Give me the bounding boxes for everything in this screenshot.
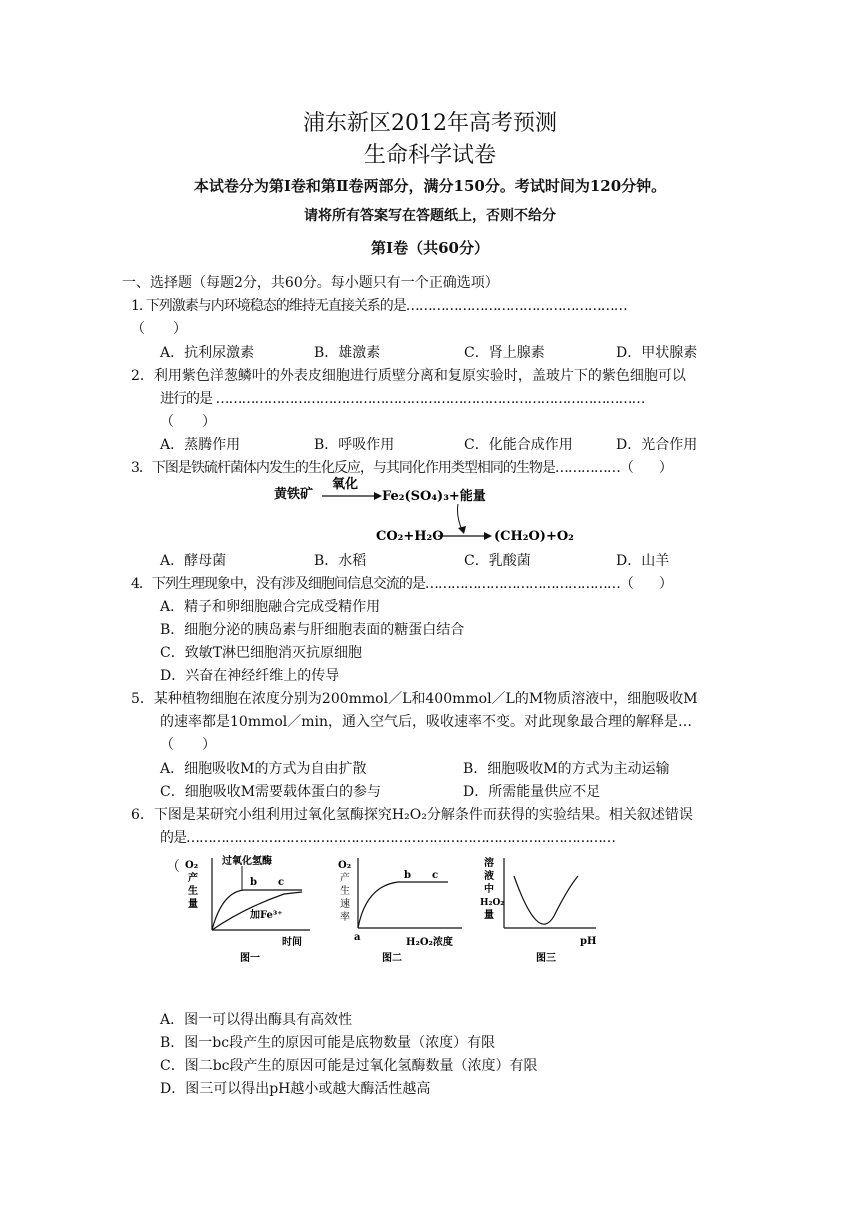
- g2-ylabel-4: 率: [340, 912, 350, 923]
- g1-ylabel-0: O₂: [185, 860, 199, 871]
- g3-ylabel-3: H₂O₂: [480, 898, 505, 908]
- q2-option-b: B．呼吸作用: [314, 437, 395, 453]
- q3-arrowhead-energy: [458, 526, 466, 534]
- g3-caption: 图三: [536, 953, 556, 964]
- q6-option-c: C．图二bc段产生的原因可能是过氧化氢酶数量（浓度）有限: [160, 1058, 538, 1074]
- g3-curve: [514, 876, 578, 924]
- g2-ylabel-3: 速: [340, 899, 350, 910]
- q6-paren: （: [166, 859, 180, 875]
- exam-notice: 请将所有答案写在答题纸上，否则不给分: [304, 208, 556, 224]
- exam-subtitle: 生命科学试卷: [363, 143, 496, 168]
- q3-left2: CO₂+H₂O: [376, 529, 444, 544]
- q1-stem: 1. 下列激素与内环境稳态的维持无直接关系的是……………………………………………: [131, 298, 627, 314]
- q3-arrow-label: 氧化: [332, 477, 359, 492]
- g1-caption: 图一: [240, 953, 260, 964]
- q3-energy-arrow: [458, 504, 463, 530]
- q5-stem: 5．某种植物细胞在浓度分别为200mmol／L和400mmol／L的M物质溶液中，细胞吸收M: [131, 691, 698, 707]
- part-heading: 第I卷（共60分）: [371, 239, 489, 257]
- g2-xlabel: H₂O₂浓度: [406, 937, 453, 948]
- q4-stem: 4．下列生理现象中，没有涉及细胞间信息交流的是………………………………………（ ）: [131, 576, 672, 592]
- q6-stem: 6．下图是某研究小组利用过氧化氢酶探究H₂O₂分解条件而获得的实验结果。相关叙述错误: [131, 807, 693, 823]
- q4-option-d: D．兴奋在神经纤维上的传导: [160, 668, 340, 684]
- g1-xlabel: 时间: [282, 937, 302, 948]
- q3-reactant: 黄铁矿: [274, 487, 314, 502]
- q1-option-b: B．雄激素: [314, 345, 381, 361]
- q6-graph-1: [184, 852, 314, 964]
- q3-product: Fe₂(SO₄)₃+能量: [382, 489, 486, 504]
- g3-xlabel: pH: [580, 936, 597, 947]
- q5-option-c: C．细胞吸收M需要载体蛋白的参与: [160, 784, 382, 800]
- q5-option-a: A．细胞吸收M的方式为自由扩散: [160, 761, 367, 777]
- g3-ylabel-0: 溶: [484, 858, 494, 869]
- q3-option-b: B．水稻: [314, 553, 367, 569]
- q1-option-d: D．甲状腺素: [616, 345, 698, 361]
- g1-ylabel-2: 生: [188, 886, 198, 897]
- q6-stem-2: 的是………………………………………………………………………………………: [160, 830, 615, 846]
- exam-intro: 本试卷分为第Ⅰ卷和第Ⅱ卷两部分，满分150分。考试时间为120分钟。: [193, 177, 667, 195]
- q3-stem: 3．下图是铁硫杆菌体内发生的生化反应，与其同化作用类型相同的生物是……………（ ）: [131, 460, 672, 476]
- q2-stem-2: 进行的是 ………………………………………………………………………………………: [160, 391, 645, 407]
- g2-label-a: a: [354, 932, 361, 943]
- g3-ylabel-2: 中: [484, 884, 494, 895]
- section-heading: 一、选择题（每题2分，共60分。每小题只有一个正确选项）: [122, 275, 499, 291]
- q5-stem-2: 的速率都是10mmol／min，通入空气后，吸收速率不变。对此现象最合理的解释是…: [160, 714, 693, 730]
- q3-option-a: A．酵母菌: [160, 553, 227, 569]
- g1-label-fe: 加Fe³⁺: [250, 910, 283, 921]
- q2-paren: （ ）: [160, 414, 216, 430]
- q3-right2: (CH₂O)+O₂: [494, 529, 574, 544]
- q3-option-d: D．山羊: [616, 553, 670, 569]
- g1-label-b: b: [250, 877, 257, 888]
- g1-ylabel-1: 产: [188, 873, 198, 884]
- g1-ylabel-3: 量: [188, 899, 198, 910]
- g2-ylabel-2: 生: [340, 886, 350, 897]
- q5-option-b: B．细胞吸收M的方式为主动运输: [463, 761, 670, 777]
- q4-option-c: C．致敏T淋巴细胞消灭抗原细胞: [160, 645, 363, 661]
- q4-option-a: A．精子和卵细胞融合完成受精作用: [160, 599, 381, 615]
- q4-option-b: B．细胞分泌的胰岛素与肝细胞表面的糖蛋白结合: [160, 622, 465, 638]
- g2-curve: [358, 882, 448, 928]
- q1-option-c: C．肾上腺素: [464, 345, 545, 361]
- q2-option-d: D．光合作用: [616, 437, 698, 453]
- q5-option-d: D．所需能量供应不足: [463, 784, 601, 800]
- q2-option-a: A．蒸腾作用: [160, 437, 241, 453]
- g2-label-c: c: [432, 870, 439, 881]
- g2-caption: 图二: [382, 953, 402, 964]
- g3-ylabel-4: 量: [484, 910, 494, 921]
- g2-ylabel-0: O₂: [338, 860, 352, 871]
- q2-stem: 2．利用紫色洋葱鳞叶的外表皮细胞进行质壁分离和复原实验时，盖玻片下的紫色细胞可以: [131, 368, 686, 384]
- q3-arrowhead-1: [374, 492, 382, 500]
- q3-option-c: C．乳酸菌: [464, 553, 531, 569]
- q6-option-a: A．图一可以得出酶具有高效性: [160, 1012, 353, 1028]
- exam-title: 浦东新区2012年高考预测: [303, 111, 557, 136]
- q6-option-b: B．图一bc段产生的原因可能是底物数量（浓度）有限: [160, 1035, 496, 1051]
- g1-label-enzyme: 过氧化氢酶: [222, 856, 272, 867]
- q6-option-d: D．图三可以得出pH越小或越大酶活性越高: [160, 1081, 431, 1097]
- q1-paren: （ ）: [131, 321, 187, 337]
- g2-label-b: b: [404, 870, 411, 881]
- q3-reaction-diagram: [270, 476, 590, 548]
- q1-option-a: A．抗利尿激素: [160, 345, 255, 361]
- q6-graph-2: [336, 852, 468, 964]
- g1-label-c: c: [278, 877, 285, 888]
- q6-graph-3: [480, 852, 602, 964]
- q2-option-c: C．化能合成作用: [464, 437, 573, 453]
- g3-ylabel-1: 液: [484, 871, 494, 882]
- q3-arrowhead-2: [484, 532, 492, 540]
- q5-paren: （ ）: [160, 737, 216, 753]
- g2-ylabel-1: 产: [340, 873, 350, 884]
